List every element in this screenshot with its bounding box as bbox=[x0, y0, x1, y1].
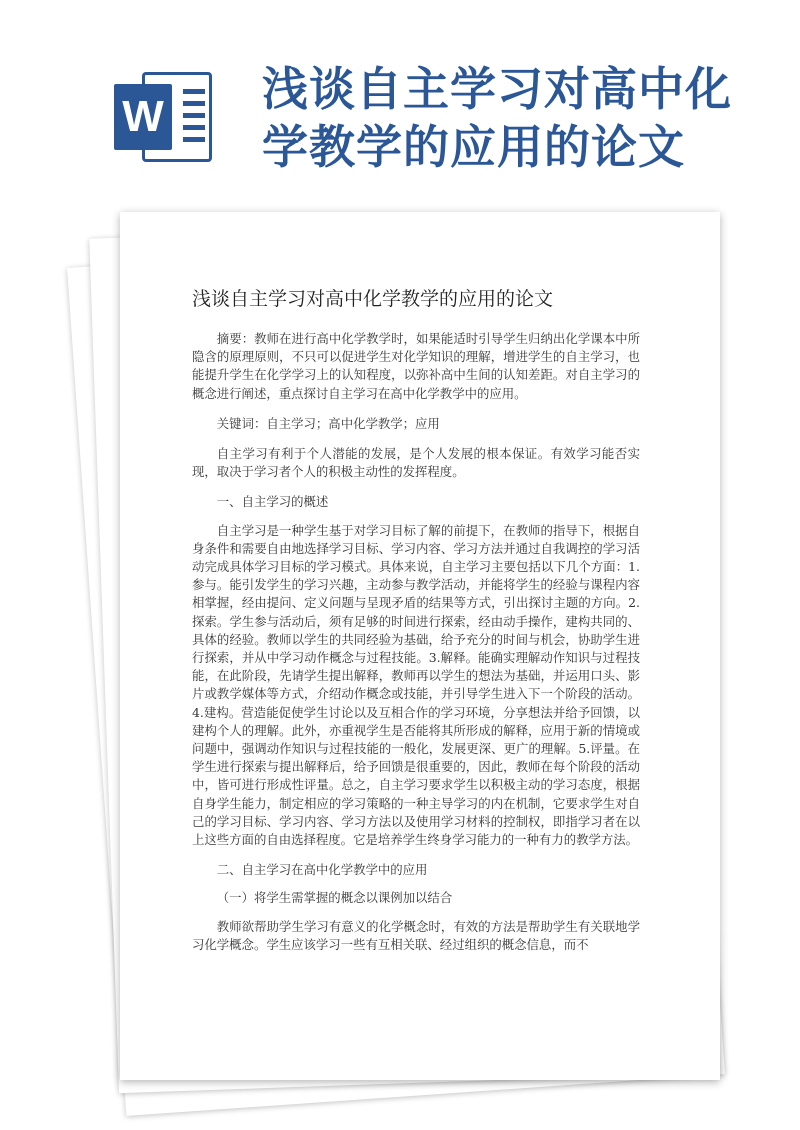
abstract-paragraph: 摘要：教师在进行高中化学教学时，如果能适时引导学生归纳出化学课本中所隐含的原理原则，不只可以促进学生对化学知识的理解，增进学生的自主学习，也能提升学生在化学学习上的认知程度，以弥补高中生间的认知差距。对自主学习的概念进行阐述，重点探讨自主学习在高中化学教学中的应用。 bbox=[192, 331, 640, 401]
section-heading-1: 一、自主学习的概述 bbox=[216, 494, 329, 510]
keywords-paragraph: 关键词：自主学习；高中化学教学；应用 bbox=[216, 415, 440, 431]
hero-title: 浅谈自主学习对高中化学教学的应用的论文 bbox=[262, 62, 732, 174]
subsection-heading-1: （一）将学生需掌握的概念以课例加以结合 bbox=[216, 890, 453, 906]
document-body bbox=[192, 330, 640, 966]
document-title: 浅谈自主学习对高中化学教学的应用的论文 bbox=[192, 288, 554, 310]
body-paragraph: 自主学习是一种学生基于对学习目标了解的前提下，在教师的指导下，根据自身条件和需要自由地选择学习目标、学习内容、学习方法并通过自我调控的学习活动完成具体学习目标的学习模式。具体来说，自主学习主要包括以下几个方面：1.参与。能引发学生的学习兴趣，主动参与教学活动，并能将学生的经验与课程内容相掌握，经由提问、定义问题与呈现矛盾的结果等方式，引出探讨主题的方向。2.探索。学生参与活动后，须有足够的时间进行探索，经由动手操作，建构共同的、具体的经验。教师以学生的共同经验为基础，给予充分的时间与机会，协助学生进行探索，并从中学习动作概念与过程技能。3.解释。能确实理解动作知识与过程技能，在此阶段，先请学生提出解释，教师再以学生的想法为基础，并运用口头、影片或教学媒体等方式，介绍动作概念或技能，并引导学生进入下一个阶段的活动。4.建构。营造能促使学生讨论以及互相合作的学习环境，分享想法并给予回馈，以建构个人的理解。此外，亦重视学生是否能将其所形成的解释，应用于新的情境或问题中，强调动作知识与过程技能的一般化，发展更深、更广的理解。5.评量。在学生进行探索与提出解释后，给予回馈是很重要的，因此，教师在每个阶段的活动中，皆可进行形成性评量。总之，自主学习要求学生以积极主动的学习态度，根据自身学生能力，制定相应的学习策略的一种主导学习的内在机制，它要求学生对自己的学习目标、学习内容、学习方法以及使用学习材料的控制权，即指学习者在以上这些方面的自由选择程度。它是培养学生终身学习能力的一种有力的教学方法。 bbox=[192, 522, 640, 848]
intro-paragraph: 自主学习有利于个人潜能的发展，是个人发展的根本保证。有效学习能否实现，取决于学习者个人的积极主动性的发挥程度。 bbox=[192, 446, 640, 480]
body-paragraph: 教师欲帮助学生学习有意义的化学概念时，有效的方法是帮助学生有关联地学习化学概念。学生应该学习一些有互相关联、经过组织的概念信息，而不 bbox=[192, 918, 640, 952]
word-letter: W bbox=[114, 84, 172, 150]
word-logo bbox=[114, 72, 214, 162]
section-heading-2: 二、自主学习在高中化学教学中的应用 bbox=[216, 862, 428, 878]
document-page bbox=[120, 212, 720, 1080]
